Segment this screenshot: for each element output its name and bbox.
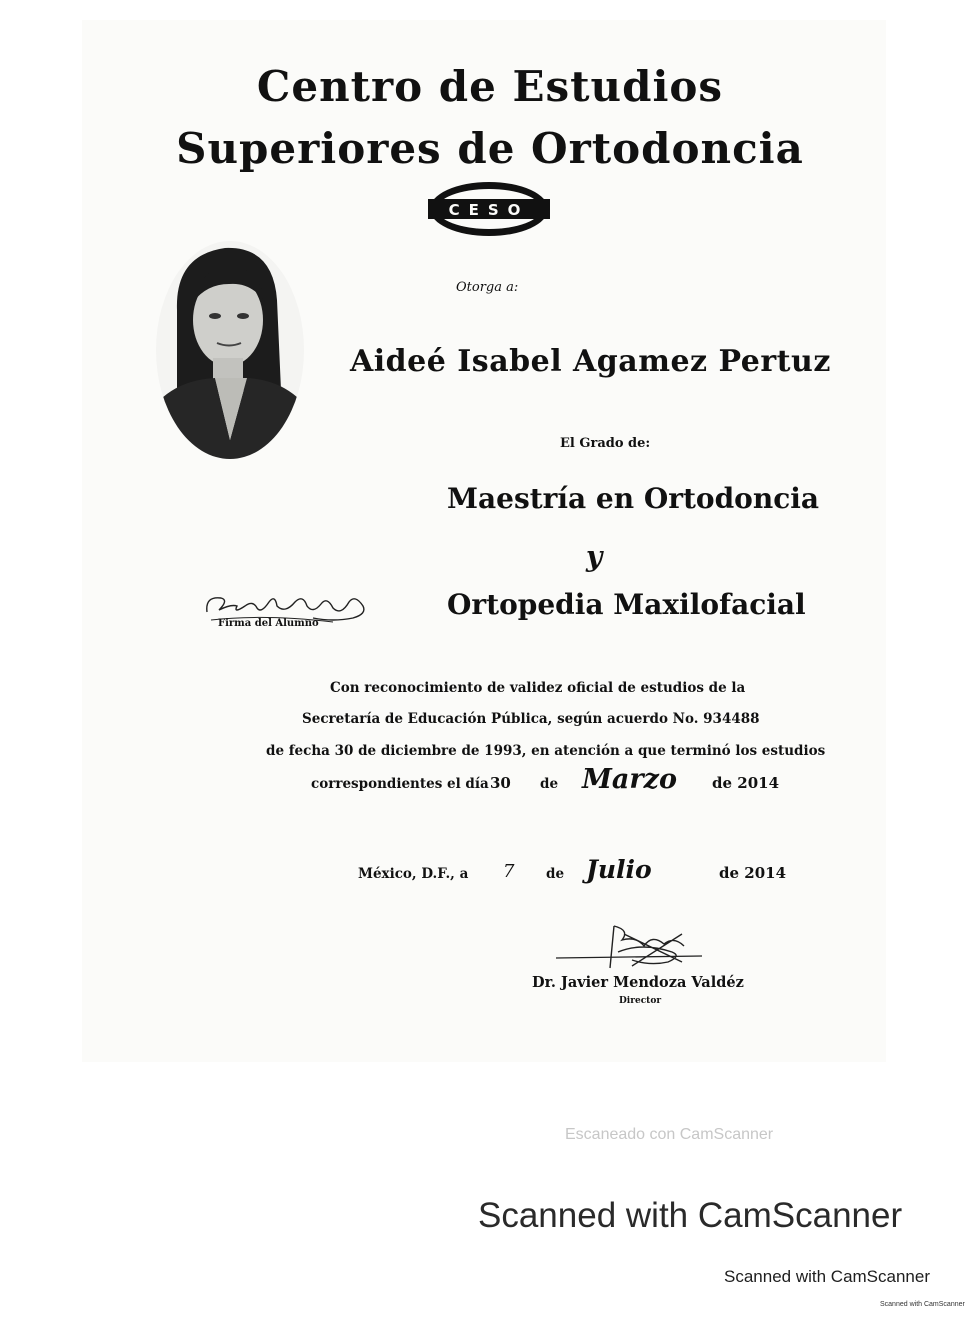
diploma-sheet [82, 20, 886, 1062]
completion-de: de [540, 776, 559, 792]
director-name: Dr. Javier Mendoza Valdéz [532, 974, 744, 991]
director-title: Director [619, 996, 662, 1006]
recognition-line-3: de fecha 30 de diciembre de 1993, en atención a que terminó los estudios [266, 743, 826, 759]
ceso-logo [428, 180, 550, 238]
degree-conjunction: y [586, 540, 603, 573]
svg-text:CESO: CESO [448, 201, 530, 219]
degree-label: El Grado de: [560, 436, 651, 451]
institution-title-line1: Centro de Estudios [256, 62, 724, 111]
issue-year: de 2014 [719, 864, 787, 882]
watermark-escaneado: Escaneado con CamScanner [565, 1126, 774, 1143]
issue-place: México, D.F., a [358, 866, 469, 882]
recognition-line-1: Con reconocimiento de validez oficial de estudios de la [330, 680, 746, 696]
degree-line-1: Maestría en Ortodoncia [447, 482, 820, 515]
director-signature [552, 922, 704, 978]
watermark-scanned-small: Scanned with CamScanner [880, 1301, 965, 1308]
institution-title-line2: Superiores de Ortodoncia [176, 124, 804, 173]
issue-day: 7 [503, 861, 515, 882]
degree-line-2: Ortopedia Maxilofacial [447, 588, 806, 621]
student-signature-label: Firma del Alumno [218, 618, 319, 629]
recognition-line-2: Secretaría de Educación Pública, según acuerdo No. 934488 [302, 711, 760, 727]
completion-day: 30 [490, 774, 511, 792]
recognition-line-4-prefix: correspondientes el día [311, 776, 489, 792]
issue-de: de [546, 866, 565, 882]
completion-year: de 2014 [712, 774, 780, 792]
issue-month: Julio [586, 855, 652, 884]
recipient-name: Aideé Isabel Agamez Pertuz [350, 344, 831, 379]
recipient-photo [155, 240, 305, 460]
otorga-label: Otorga a: [456, 280, 519, 295]
watermark-scanned-medium: Scanned with CamScanner [724, 1267, 931, 1286]
completion-month: Marzo [582, 764, 677, 795]
watermark-scanned-large: Scanned with CamScanner [478, 1196, 903, 1235]
